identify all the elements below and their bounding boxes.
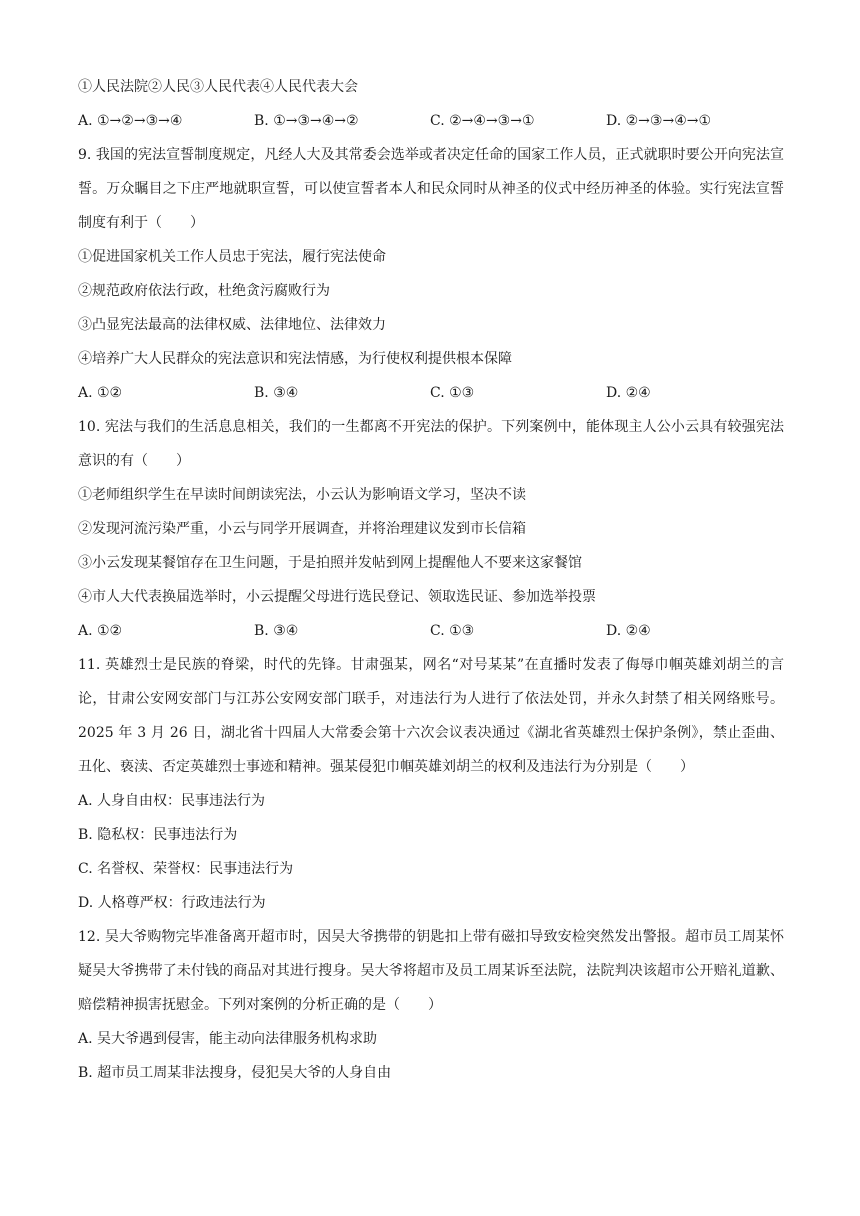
q9-statement-4: ④培养广大人民群众的宪法意识和宪法情感，为行使权利提供根本保障 [78,351,512,367]
q10-statement-3: ③小云发现某餐馆存在卫生问题，于是拍照并发帖到网上提醒他人不要来这家餐馆 [78,555,582,571]
q10-options [78,614,784,648]
q8-options [78,104,784,138]
q10-statement-2: ②发现河流污染严重，小云与同学开展调查，并将治理建议发到市长信箱 [78,521,526,537]
q10-option-d: D. ②④ [606,623,651,639]
q10-option-c: C. ①③ [430,623,475,639]
q8-option-b: B. ①→③→④→② [254,113,359,129]
q10-stem: 10. 宪法与我们的生活息息相关，我们的一生都离不开宪法的保护。下列案例中，能体现主人公小云具有较强宪法意识的有（ ） [78,419,784,469]
q8-items: ①人民法院②人民③人民代表④人民代表大会 [78,79,358,95]
q9-option-d: D. ②④ [606,385,651,401]
q9-statement-1: ①促进国家机关工作人员忠于宪法，履行宪法使命 [78,249,386,265]
q10-option-a: A. ①② [78,623,123,639]
q11-option-c: C. 名誉权、荣誉权：民事违法行为 [78,861,294,877]
q12-option-b: B. 超市员工周某非法搜身，侵犯吴大爷的人身自由 [78,1065,392,1081]
q9-option-c: C. ①③ [430,385,475,401]
q11-option-a: A. 人身自由权：民事违法行为 [78,793,266,809]
q10-option-b: B. ③④ [254,623,299,639]
q10-statement-4: ④市人大代表换届选举时，小云提醒父母进行选民登记、领取选民证、参加选举投票 [78,589,596,605]
q10-statement-1: ①老师组织学生在早读时间朗读宪法，小云认为影响语文学习，坚决不读 [78,487,526,503]
q9-option-b: B. ③④ [254,385,299,401]
q9-statement-2: ②规范政府依法行政，杜绝贪污腐败行为 [78,283,330,299]
q8-option-c: C. ②→④→③→① [430,113,535,129]
q12-option-a: A. 吴大爷遇到侵害，能主动向法律服务机构求助 [78,1031,378,1047]
q12-stem: 12. 吴大爷购物完毕准备离开超市时，因吴大爷携带的钥匙扣上带有磁扣导致安检突然发出警报。超市员工周某怀疑吴大爷携带了未付钱的商品对其进行搜身。吴大爷将超市及员工周某诉至法院，法院判决该超市公开赔礼道歉、赔偿精神损害抚慰金。下列对案例的分析正确的是（ ） [78,929,784,1013]
q11-option-d: D. 人格尊严权：行政违法行为 [78,895,266,911]
q9-option-a: A. ①② [78,385,123,401]
q9-options [78,376,784,410]
q8-option-d: D. ②→③→④→① [606,113,712,129]
q9-statement-3: ③凸显宪法最高的法律权威、法律地位、法律效力 [78,317,386,333]
q8-option-a: A. ①→②→③→④ [78,113,183,129]
q9-stem: 9. 我国的宪法宣誓制度规定，凡经人大及其常委会选举或者决定任命的国家工作人员，正式就职时要公开向宪法宣誓。万众瞩目之下庄严地就职宣誓，可以使宣誓者本人和民众同时从神圣的仪式中经历神圣的体验。实行宪法宣誓制度有利于（ ） [78,147,784,231]
q11-stem: 11. 英雄烈士是民族的脊梁，时代的先锋。甘肃强某，网名“对号某某”在直播时发表了侮辱巾帼英雄刘胡兰的言论，甘肃公安网安部门与江苏公安网安部门联手，对违法行为人进行了依法处罚，并永久封禁了相关网络账号。2025 年 3 月 26 日，湖北省十四届人大常委会第十六次会议表决通过《湖北省英雄烈士保护条例》，禁止歪曲、丑化、亵渎、否定英雄烈士事迹和精神。强某侵犯巾帼英雄刘胡兰的权利及违法行为分别是（ ） [78,657,784,775]
q11-option-b: B. 隐私权：民事违法行为 [78,827,238,843]
exam-page [78,70,784,1090]
